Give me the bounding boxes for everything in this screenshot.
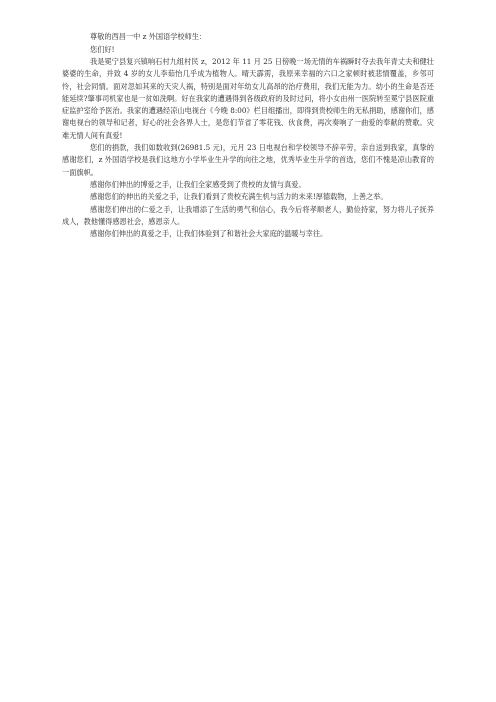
paragraph-accident: 我是冕宁县复兴镇响石村九组村民 z，2012 年 11 月 25 日傍晚一场无情的车祸瞬时夺去我年青丈夫和健壮婆婆的生命，并致 4 岁的女儿李茹怡几乎成为植物人。晴天霹雳，我原来幸福的六口之家顿时被悲情覆盖，乡邻可怜，社会同情。面对忽如其来的天灾人祸，特别是面对年幼女儿高昂的治疗费用，我们无能为力。幼小的生命是否还能延续?肇事司机家也是一贫如洗啊。好在我家的遭遇得到各级政府的及时过问，将小女由州一医院转至冕宁县医院重症监护室给予医治。我家的遭遇经凉山电视台《今晚 8:00》栏目组播出，即得到贵校师生的无私捐助，感谢你们，感谢电视台的领导和记者，好心的社会各界人士，是您们节省了零花钱、伙食费，再次奏响了一曲爱的奉献的赞歌。灾难无情人间有真爱! bbox=[62, 57, 434, 140]
letter-page bbox=[62, 30, 434, 240]
paragraph-donation: 您们的捐款，我们如数收到(26981.5 元)，元月 23 日电视台和学校领导不辞辛劳，亲自送到我家，真挚的感谢您们，z 外国语学校是我们这地方小学毕业生升学的向往之地，优秀毕业生升学的首选，您们不愧是凉山教育的一面旗帜。 bbox=[62, 143, 434, 177]
paragraph-thanks-benevolent: 感谢您们伸出的仁爱之手，让我增添了生活的勇气和信心，我今后将孝顺老人，勤俭持家，努力将儿子抚养成人，教他懂得感恩社会，感恩亲人。 bbox=[62, 204, 434, 226]
letter-greeting: 您们好! bbox=[90, 45, 115, 54]
paragraph-thanks-fraternal: 感谢你们伸出的博爱之手，让我们全家感受到了贵校的友情与真爱。 bbox=[90, 179, 306, 189]
paragraph-thanks-caring: 感谢您们的伸出的关爱之手，让我们看到了贵校充满生机与活力的未来!厚德载物，上善之举。 bbox=[90, 192, 388, 202]
paragraph-thanks-true-love: 感谢你们伸出的真爱之手，让我们体验到了和谐社会大家庭的温暖与幸往。 bbox=[90, 229, 328, 239]
letter-salutation: 尊敬的西昌一中 z 外国语学校师生： bbox=[90, 32, 207, 41]
